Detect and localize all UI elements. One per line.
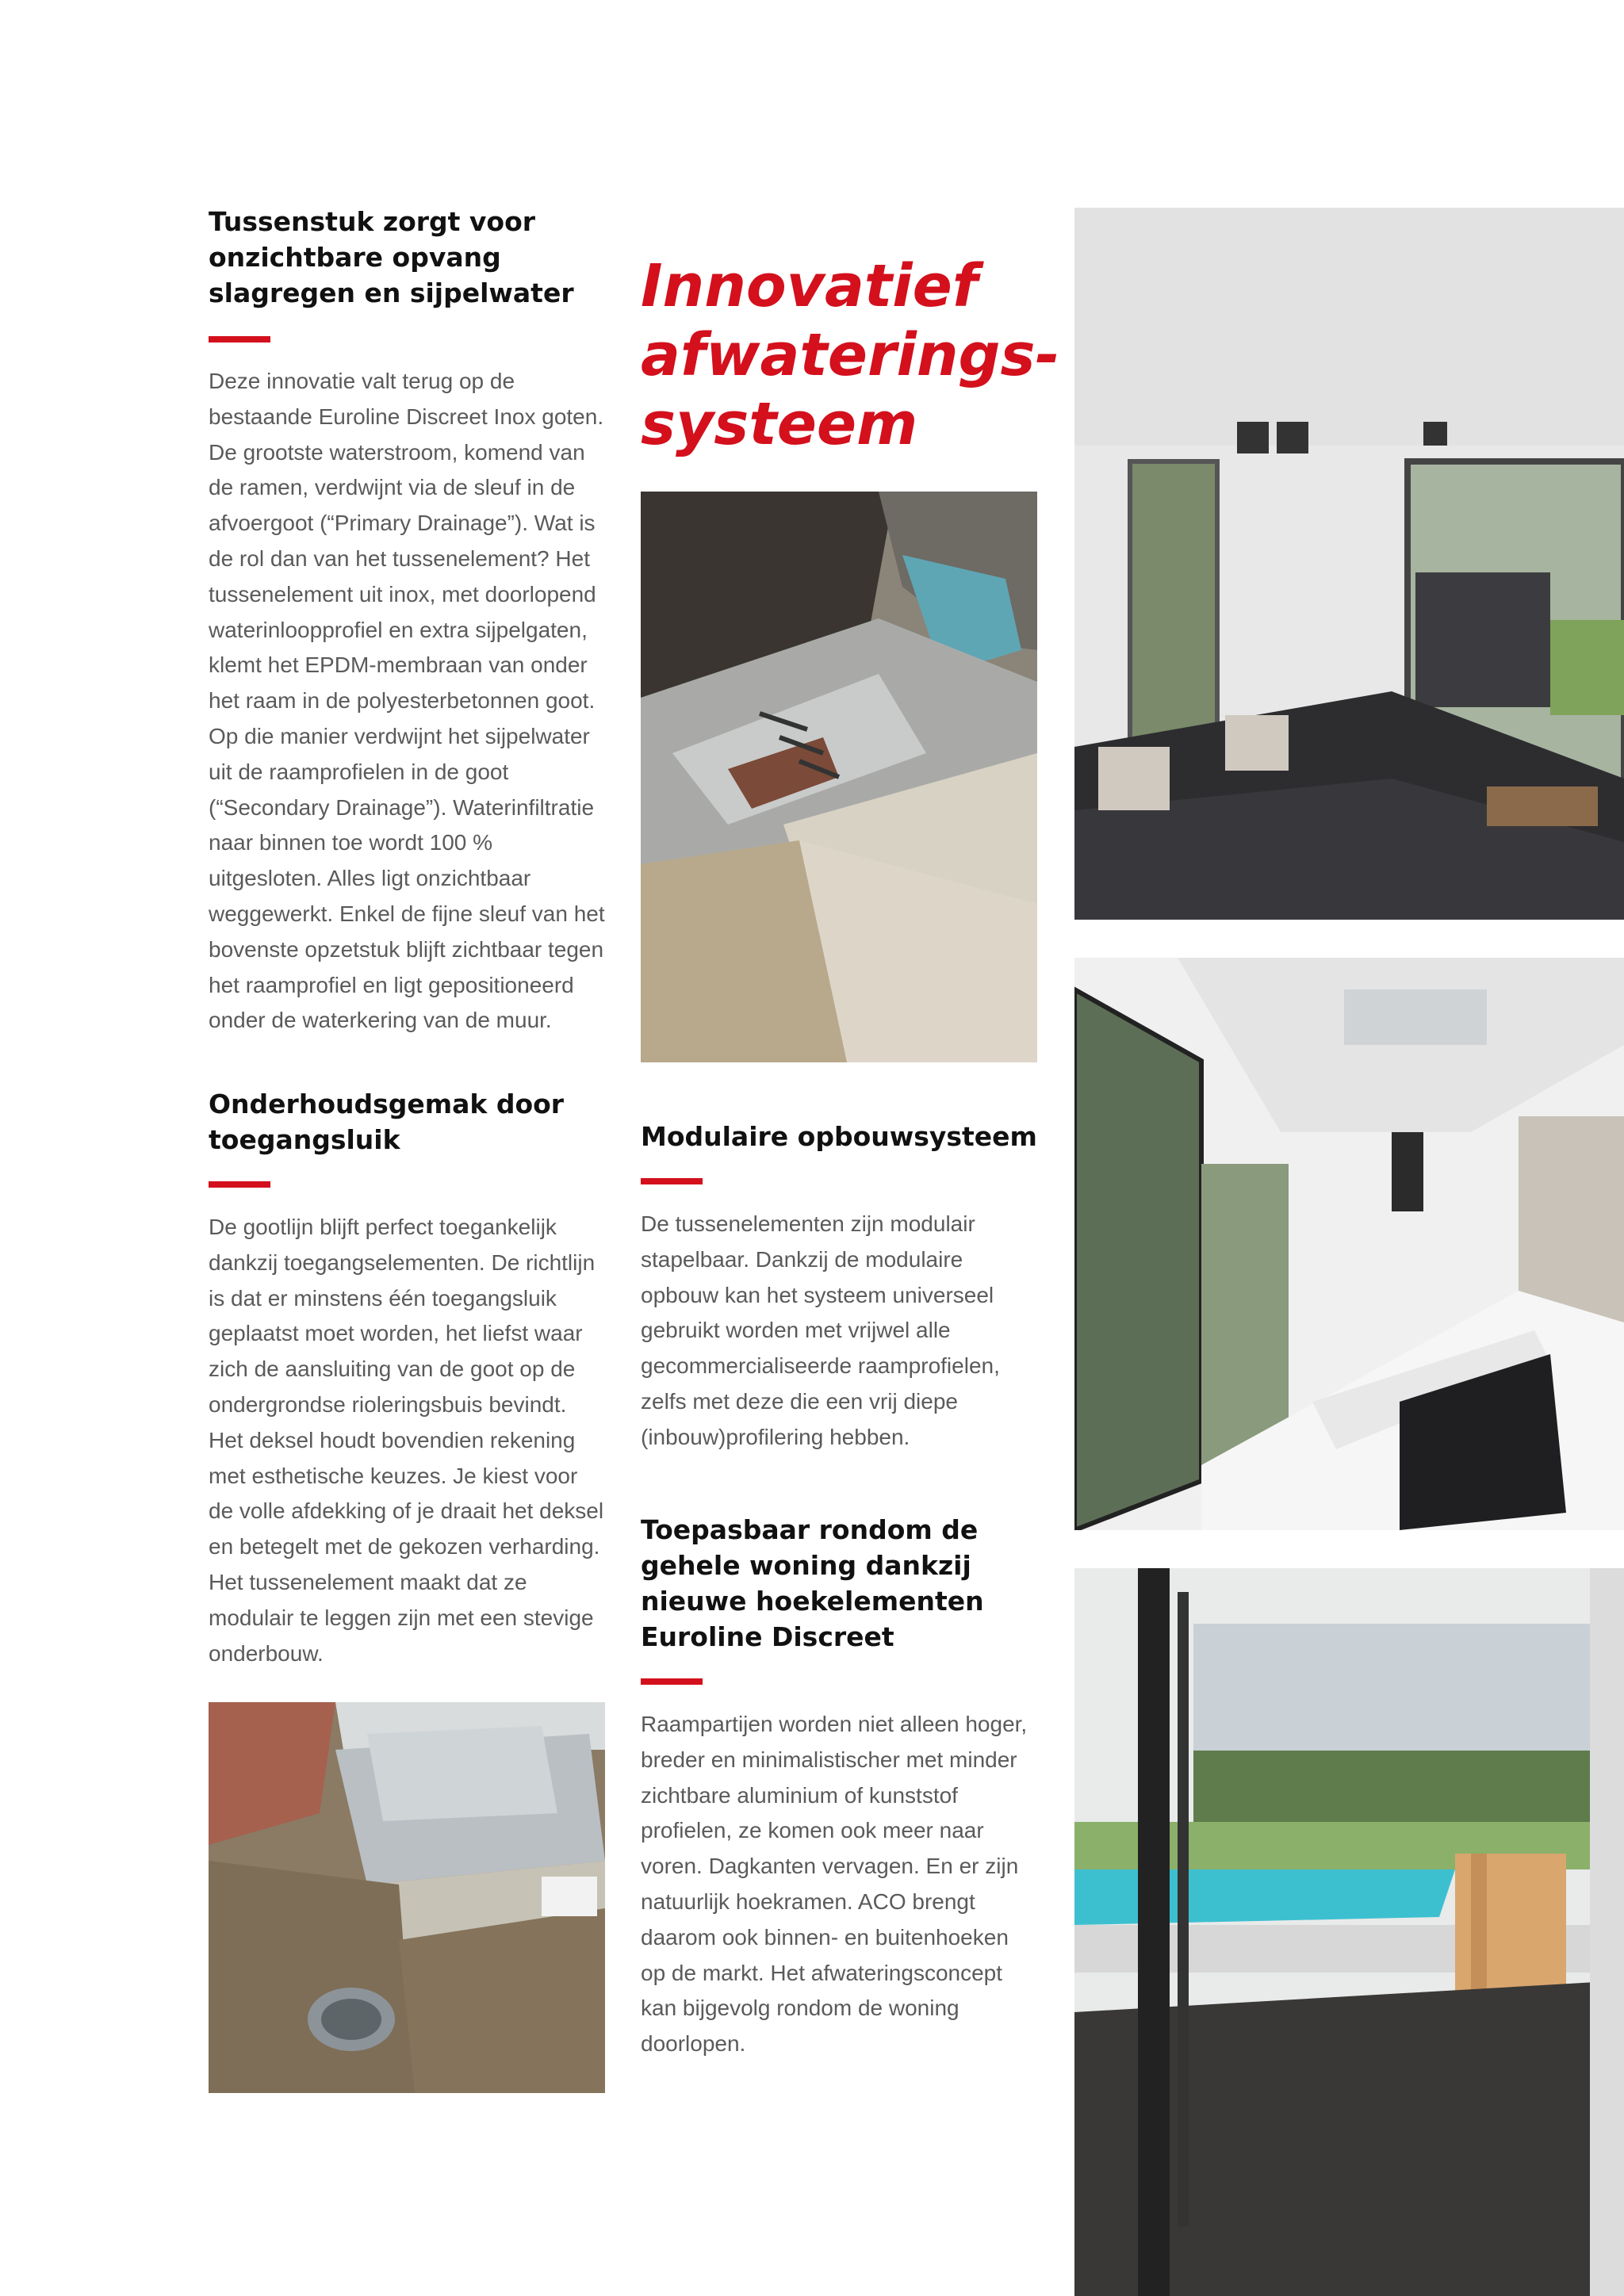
accent-rule bbox=[209, 1181, 270, 1188]
accent-rule bbox=[641, 1678, 703, 1685]
middle-column-section-2 bbox=[641, 1512, 1039, 2062]
kitchen-photo bbox=[1074, 958, 1624, 1530]
page-headline: Innovatief afwaterings-systeem bbox=[641, 252, 1060, 458]
section-text-tussenstuk: Deze innovatie valt terug op de bestaande Euroline Discreet Inox goten. De grootste waterstroom, komend van de ramen, verdwijnt via de sleuf in de afvoergoot (“Primary Drainage”). Wat is de rol dan van het tussenelement? Het tussenelement uit inox, met doorlopend waterinloopprofiel en extra sijpelgaten, klemt het EPDM-membraan van onder het raam in de polyesterbetonnen goot. Op die manier verdwijnt het sijpelwater uit de raamprofielen in de goot (“Secondary Drainage”). Waterinfiltratie naar binnen toe wordt 100 % uitgesloten. Alles ligt onzichtbaar weggewerkt. Enkel de fijne sleuf van het bovenste opzetstuk blijft zichtbaar tegen het raamprofiel en ligt gepositioneerd onder de waterkering van de muur. bbox=[209, 369, 605, 1033]
left-column-section-2 bbox=[209, 1086, 607, 1671]
accent-rule bbox=[209, 336, 270, 342]
drainage-installation-photo bbox=[641, 492, 1037, 1062]
section-title-modulaire: Modulaire opbouwsysteem bbox=[641, 1121, 1037, 1152]
section-title-tussenstuk: Tussenstuk zorgt voor onzichtbare opvang slagregen en sijpelwater bbox=[209, 206, 574, 308]
living-room-photo bbox=[1074, 208, 1624, 920]
middle-column-section-1 bbox=[641, 1119, 1039, 1456]
access-element-photo bbox=[209, 1702, 605, 2093]
pool-view-photo bbox=[1074, 1568, 1624, 2296]
section-text-onderhoudsgemak: De gootlijn blijft perfect toegankelijk dankzij toegangselementen. De richtlijn is dat er minstens één toegangsluik geplaatst moet worden, het liefst waar zich de aansluiting van de goot op de ondergrondse rioleringsbuis bevindt. Het deksel houdt bovendien rekening met esthetische keuzes. Je kiest voor de volle afdekking of je draait het deksel en betegelt met de gekozen verharding. Het tussenelement maakt dat ze modulair te leggen zijn met een stevige onderbouw. bbox=[209, 1215, 604, 1666]
section-title-onderhoudsgemak: Onderhoudsgemak door toegangsluik bbox=[209, 1089, 565, 1155]
section-text-toepasbaar: Raampartijen worden niet alleen hoger, breder en minimalistischer met minder zichtbare aluminium of kunststof profielen, ze komen ook meer naar voren. Dagkanten vervagen. En er zijn natuurlijk hoekramen. ACO brengt daarom ook binnen- en buitenhoeken op de markt. Het afwateringsconcept kan bijgevolg rondom de woning doorlopen. bbox=[641, 1712, 1028, 2057]
left-column bbox=[209, 204, 607, 1039]
section-text-modulaire: De tussenelementen zijn modulair stapelbaar. Dankzij de modulaire opbouw kan het systeem universeel gebruikt worden met vrijwel alle gecommercialiseerde raamprofielen, zelfs met deze die een vrij diepe (inbouw)profilering hebben. bbox=[641, 1211, 1000, 1449]
accent-rule bbox=[641, 1178, 703, 1184]
section-title-toepasbaar: Toepasbaar rondom de gehele woning dankzij nieuwe hoekelementen Euroline Discreet bbox=[641, 1514, 984, 1652]
